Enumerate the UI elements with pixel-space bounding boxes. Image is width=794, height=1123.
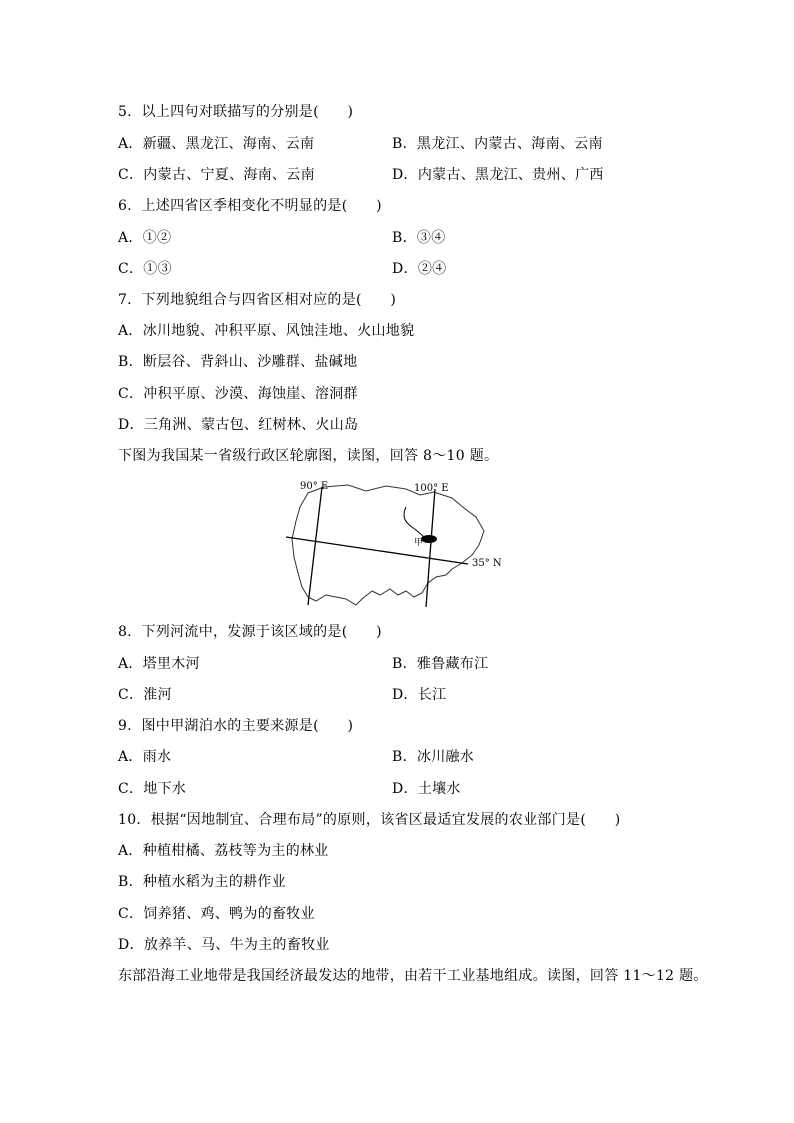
q5-option-c: C．内蒙古、宁夏、海南、云南 [118, 167, 315, 183]
river [404, 507, 424, 537]
q6-option-c: C．①③ [118, 261, 172, 277]
q10-option-c: C．饲养猪、鸡、鸭为的畜牧业 [118, 906, 315, 922]
label-35n: 35° N [472, 558, 502, 569]
province-outline [292, 485, 484, 605]
q10-stem: 10．根据“因地制宜、合理布局”的原则，该省区最适宜发展的农业部门是( ) [118, 812, 621, 828]
q7-option-a: A．冰川地貌、冲积平原、风蚀洼地、火山地貌 [118, 323, 415, 339]
q8-stem: 8．下列河流中，发源于该区域的是( ) [118, 624, 382, 640]
q6-option-a: A．①② [118, 230, 172, 246]
q8-option-d: D．长江 [392, 687, 447, 703]
q6-stem: 6．上述四省区季相变化不明显的是( ) [118, 198, 382, 214]
q7-option-c: C．冲积平原、沙漠、海蚀崖、溶洞群 [118, 386, 358, 402]
intro-8-10: 下图为我国某一省级行政区轮廓图，读图，回答 8～10 题。 [118, 448, 499, 464]
q10-option-d: D．放养羊、马、牛为主的畜牧业 [118, 937, 330, 953]
longitude-100e-line [426, 489, 435, 607]
q8-option-b: B．雅鲁藏布江 [392, 656, 489, 672]
label-lake-jia: 甲 [414, 538, 424, 548]
q9-stem: 9．图中甲湖泊水的主要来源是( ) [118, 718, 354, 734]
q10-option-b: B．种植水稻为主的耕作业 [118, 874, 286, 890]
q7-stem: 7．下列地貌组合与四省区相对应的是( ) [118, 292, 397, 308]
lake-jia [421, 535, 437, 543]
q5-option-b: B．黑龙江、内蒙古、海南、云南 [392, 136, 603, 152]
q5-stem: 5．以上四句对联描写的分别是( ) [118, 104, 354, 120]
q6-option-b: B．③④ [392, 230, 446, 246]
q9-option-c: C．地下水 [118, 781, 187, 797]
q8-option-a: A．塔里木河 [118, 656, 200, 672]
q10-option-a: A．种植柑橘、荔枝等为主的林业 [118, 843, 329, 859]
q5-option-a: A．新疆、黑龙江、海南、云南 [118, 136, 315, 152]
q7-option-d: D．三角洲、蒙古包、红树林、火山岛 [118, 417, 359, 433]
q5-option-d: D．内蒙古、黑龙江、贵州、广西 [392, 167, 604, 183]
intro-11-12: 东部沿海工业地带是我国经济最发达的地带，由若干工业基地组成。读图，回答 11～12 题。 [118, 968, 708, 984]
q9-option-d: D．土壤水 [392, 781, 461, 797]
q9-option-b: B．冰川融水 [392, 749, 475, 765]
q9-option-a: A．雨水 [118, 749, 172, 765]
label-90e: 90° E [300, 481, 329, 492]
q7-option-b: B．断层谷、背斜山、沙雕群、盐碱地 [118, 354, 358, 370]
longitude-90e-line [308, 487, 322, 605]
q6-option-d: D．②④ [392, 261, 447, 277]
province-outline-map [286, 477, 506, 612]
label-100e: 100° E [414, 483, 449, 494]
q8-option-c: C．淮河 [118, 687, 172, 703]
